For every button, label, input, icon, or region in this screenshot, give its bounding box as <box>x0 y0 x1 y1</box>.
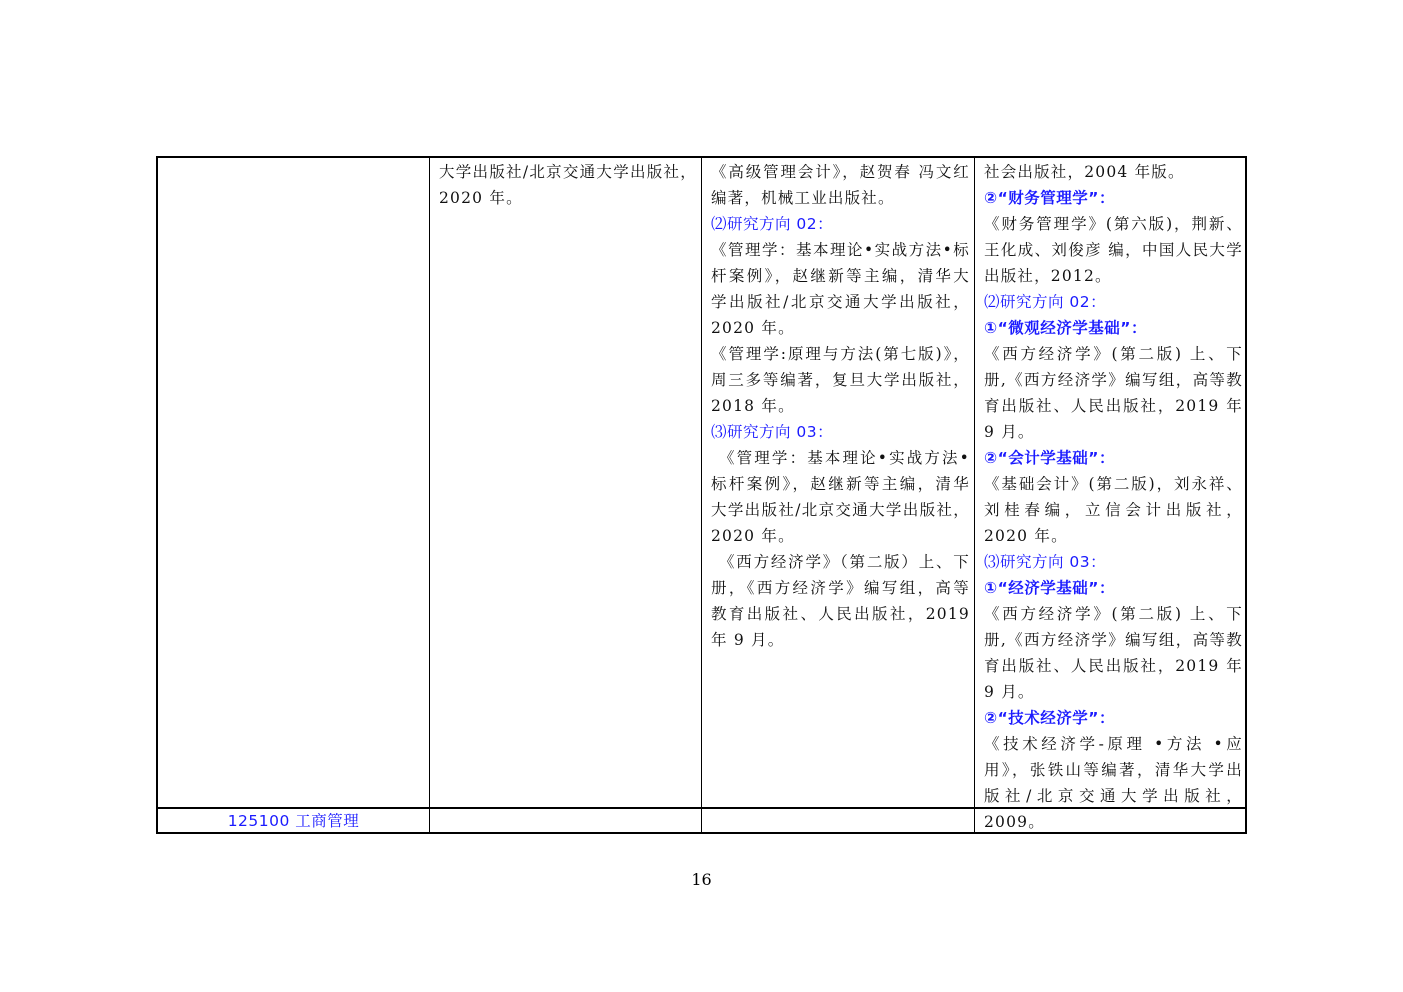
curriculum-table <box>156 156 1247 834</box>
direction-heading: ⑵研究方向 02： <box>711 215 834 233</box>
direction-heading: ⑶研究方向 03： <box>711 423 834 441</box>
direction-heading: ⑶研究方向 03： <box>984 553 1107 571</box>
subject-heading: ②“会计学基础”： <box>984 449 1115 467</box>
program-name-cell: 125100 工商管理 <box>227 812 360 830</box>
table-cell-col1 <box>158 158 429 808</box>
subject-heading: ②“技术经济学”： <box>984 709 1115 727</box>
table-cell-col4 <box>975 158 1247 831</box>
reference-text: 大学出版社/北京交通大学出版社，2020 年。 <box>439 163 697 207</box>
reference-text: 《高级管理会计》，赵贺春 冯文红编著，机械工业出版社。 <box>711 163 970 207</box>
direction-heading: ⑵研究方向 02： <box>984 293 1107 311</box>
reference-text: 《财务管理学》(第六版)，荆新、王化成、刘俊彦 编，中国人民大学出版社，2012。 <box>984 215 1243 285</box>
table-cell-col3 <box>702 158 974 808</box>
reference-text: 《西方经济学》(第二版) 上、下册,《西方经济学》编写组，高等教育出版社、人民出版社，2019 年 9 月。 <box>984 345 1243 441</box>
page-number: 16 <box>691 870 712 889</box>
subject-heading: ②“财务管理学”： <box>984 189 1115 207</box>
reference-text: 《管理学:原理与方法(第七版)》，周三多等编著，复旦大学出版社，2018 年。 <box>711 345 970 415</box>
reference-text: 《管理学：基本理论•实战方法•标杆案例》，赵继新等主编，清华大学出版社/北京交通大学出版社， 2020 年。 <box>711 241 970 337</box>
reference-text: 《管理学：基本理论•实战方法•标杆案例》，赵继新等主编，清华大学出版社/北京交通大学出版社，2020 年。 <box>711 449 970 545</box>
subject-heading: ①“微观经济学基础”： <box>984 319 1147 337</box>
subject-heading: ①“经济学基础”： <box>984 579 1115 597</box>
reference-text: 《技术经济学-原理 •方法 •应用》，张铁山等编著，清华大学出版社/北京交通大学出版社，2009。 <box>984 735 1243 831</box>
reference-text: 《西方经济学》(第二版) 上、下册,《西方经济学》编写组，高等教育出版社、人民出版社，2019 年 9 月。 <box>984 605 1243 701</box>
reference-text: 社会出版社，2004 年版。 <box>984 163 1185 181</box>
reference-text: 《西方经济学》（第二版）上、下册，《西方经济学》编写组，高等教育出版社、人民出版社，2019 年 9 月。 <box>711 553 970 649</box>
table-cell-col2 <box>430 158 701 808</box>
reference-text: 《基础会计》(第二版)，刘永祥、刘桂春编，立信会计出版社，2020 年。 <box>984 475 1243 545</box>
